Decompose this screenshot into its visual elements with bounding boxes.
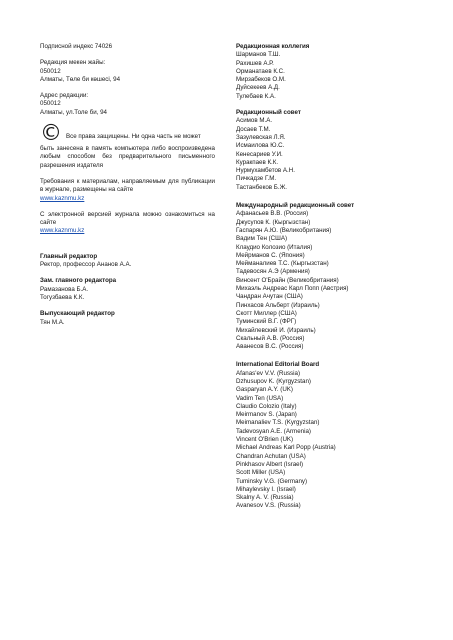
requirements-link[interactable]: www.kaznmu.kz	[40, 194, 85, 202]
member-name: Scott Miller (USA)	[236, 469, 286, 477]
intl-board-en-list	[236, 370, 416, 511]
member-name: Исмаилова Ю.С.	[236, 142, 285, 150]
executive-editor-name: Тян М.А.	[40, 318, 65, 326]
member-name: Тадевосян А.Э (Армения)	[236, 268, 310, 276]
member-name: Куракпаев К.К.	[236, 158, 279, 166]
editorial-address-ru-label: Адрес редакции:	[40, 92, 89, 100]
member-name: Meirmanov S. (Japan)	[236, 411, 297, 419]
member-name: Пинхасов Альберт (Израиль)	[236, 301, 320, 309]
member-name: Pinkhasov Albert (Israel)	[236, 460, 304, 468]
member-name: Скальный А.В. (Россия)	[236, 334, 305, 342]
member-name: Гаспарян А.Ю. (Великобритания)	[236, 226, 332, 234]
intl-board-ru-heading: Международный редакционный совет	[236, 202, 355, 210]
member-name: Афанасьев В.В. (Россия)	[236, 210, 309, 218]
member-name: Пичкадзе Г.М.	[236, 175, 277, 183]
editorial-address-kz: Алматы, Төле би көшесі, 94	[40, 75, 121, 83]
editorial-address-ru: Алматы, ул.Толе би, 94	[40, 108, 107, 116]
executive-editor-heading: Выпускающий редактор	[40, 310, 115, 318]
member-name: Клаудио Колозио (Италия)	[236, 243, 313, 251]
member-name: Туминский В.Г. (ФРГ)	[236, 318, 297, 326]
copyright-block	[40, 121, 215, 147]
member-name: Орманатаев К.С.	[236, 67, 285, 75]
deputy-editor-name: Тогузбаева К.К.	[40, 293, 85, 301]
editorial-college-list	[236, 51, 416, 101]
member-name: Afanas'ev V.V. (Russia)	[236, 369, 301, 377]
member-name: Дуйсекеев А.Д.	[236, 84, 280, 92]
member-name: Рахишев А.Р.	[236, 59, 274, 67]
member-name: Скотт Миллер (США)	[236, 309, 297, 317]
editorial-address-kz-label: Редакция мекен жайы:	[40, 59, 106, 67]
member-name: Skalny A. V. (Russia)	[236, 494, 294, 502]
member-name: Мейманалиев Т.С. (Кыргызстан)	[236, 260, 329, 268]
copyright-first-line: Все права защищены. Ни одна часть не может	[66, 133, 201, 141]
electronic-version-link[interactable]: www.kaznmu.kz	[40, 227, 85, 235]
intl-board-ru-list	[236, 210, 416, 351]
member-name: Mihaylevsky I. (Israel)	[236, 485, 296, 493]
member-name: Тастанбеков Б.Ж.	[236, 183, 288, 191]
member-name: Chandran Achutan (USA)	[236, 452, 306, 460]
requirements-text: Требования к материалам, направляемым для публикации в журнале, размещены на сайте	[40, 177, 215, 194]
member-name: Tadevosyan A.E. (Armenia)	[236, 427, 311, 435]
member-name: Dzhusupov K. (Kyrgyzstan)	[236, 377, 311, 385]
member-name: Винсент О'Брайн (Великобритания)	[236, 276, 339, 284]
member-name: Михаэль Андреас Карл Попп (Австрия)	[236, 285, 349, 293]
intl-board-en-heading: International Editorial Board	[236, 361, 320, 369]
member-name: Avanesov V.S. (Russia)	[236, 502, 301, 510]
member-name: Нурмухамбетов А.Н.	[236, 167, 295, 175]
deputy-editor-name: Рамазанова Б.А.	[40, 285, 89, 293]
chief-editor-name: Ректор, профессор Ананов А.А.	[40, 261, 132, 269]
editorial-council-heading: Редакционный совет	[236, 109, 301, 117]
member-name: Мирзабеков О.М.	[236, 76, 286, 84]
editorial-college-heading: Редакционная коллегия	[236, 43, 310, 50]
member-name: Аванесов В.С. (Россия)	[236, 343, 304, 351]
member-name: Meimanaliev T.S. (Kyrgyzstan)	[236, 419, 320, 427]
member-name: Зазулевская Л.Я.	[236, 133, 286, 141]
member-name: Michael Andreas Karl Popp (Austria)	[236, 444, 336, 452]
editorial-address-kz-zip: 050012	[40, 67, 61, 75]
member-name: Claudio Colozio (Italy)	[236, 402, 297, 410]
member-name: Тулебаев К.А.	[236, 92, 276, 100]
member-name: Михайлевский И. (Израиль)	[236, 326, 316, 334]
member-name: Шарманов Т.Ш.	[236, 51, 281, 59]
member-name: Gasparyan A.Y. (UK)	[236, 386, 293, 394]
right-column	[236, 43, 416, 511]
member-name: Tuminsky V.G. (Germany)	[236, 477, 308, 485]
member-name: Джусупов К. (Кыргызстан)	[236, 218, 311, 226]
member-name: Асимов М.А.	[236, 117, 273, 125]
member-name: Досаев Т.М.	[236, 125, 271, 133]
member-name: Вадим Тен (США)	[236, 235, 288, 243]
subscription-index: Подписной индекс 74026	[40, 43, 113, 50]
deputy-editor-heading: Зам. главного редактора	[40, 277, 117, 285]
member-name: Кенесариев У.И.	[236, 150, 283, 158]
member-name: Vincent O'Brien (UK)	[236, 436, 294, 444]
editorial-address-ru-zip: 050012	[40, 100, 61, 108]
copyright-text: быть занесена в память компьютера либо воспроизведена любым способом без предварительного письменного разрешения издателя	[40, 145, 215, 169]
copyright-icon: ©	[40, 121, 62, 147]
member-name: Мейрманов С. (Япония)	[236, 251, 305, 259]
member-name: Чандран Ачутан (США)	[236, 293, 303, 301]
left-column	[40, 43, 215, 327]
electronic-version-text: С электронной версией журнала можно ознакомиться на сайте	[40, 210, 215, 227]
editorial-council-list	[236, 117, 416, 192]
member-name: Vadim Ten (USA)	[236, 394, 284, 402]
chief-editor-heading: Главный редактор	[40, 252, 98, 260]
